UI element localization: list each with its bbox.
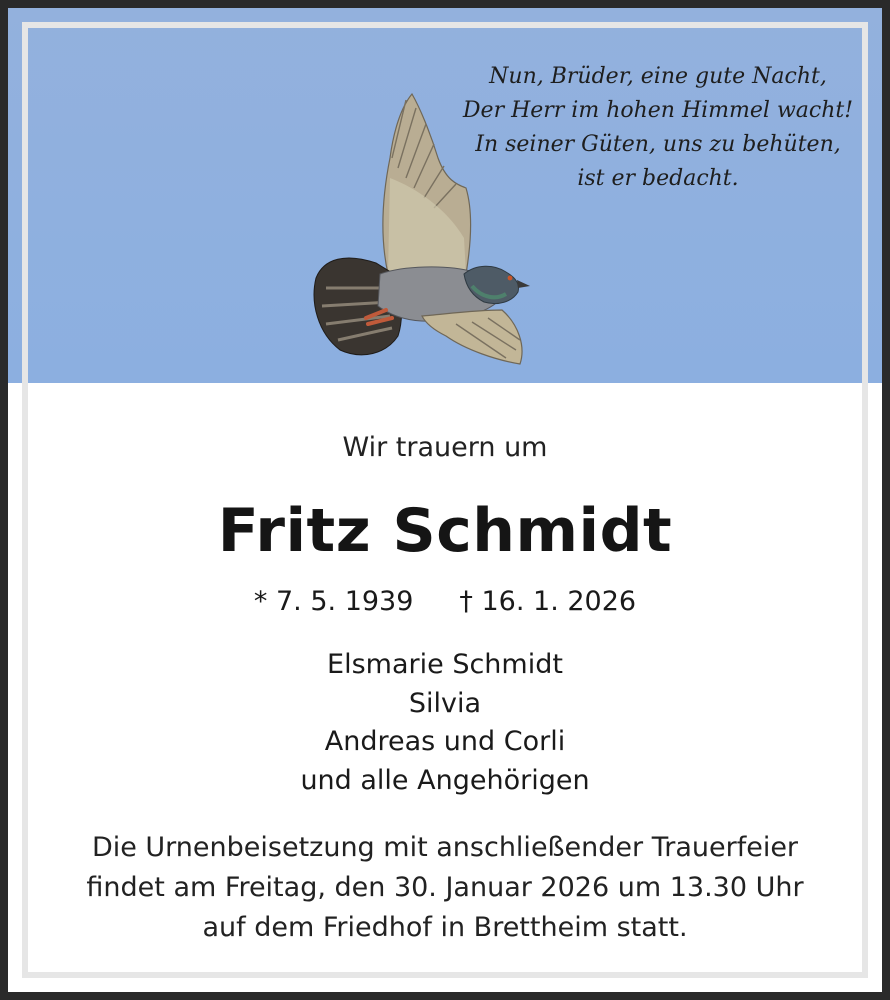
mourner-name: Andreas und Corli: [324, 726, 566, 757]
intro-text: Wir trauern um: [342, 432, 548, 463]
deceased-name: Fritz Schmidt: [217, 496, 673, 566]
verse-line: In seiner Güten, uns zu behüten,: [475, 132, 841, 157]
mourner-name: Elsmarie Schmidt: [327, 649, 563, 680]
mourner-name: und alle Angehörigen: [300, 764, 590, 796]
service-line: auf dem Friedhof in Brettheim statt.: [202, 912, 688, 943]
service-line: Die Urnenbeisetzung mit anschließender Trauerfeier: [91, 832, 799, 863]
birth-date: * 7. 5. 1939: [253, 586, 414, 617]
mourner-name: Silvia: [408, 687, 482, 719]
death-date: † 16. 1. 2026: [459, 586, 637, 617]
verse-line: Der Herr im hohen Himmel wacht!: [462, 98, 854, 123]
verse-line: ist er bedacht.: [577, 166, 739, 191]
verse-line: Nun, Brüder, eine gute Nacht,: [489, 64, 827, 89]
service-line: findet am Freitag, den 30. Januar 2026 um 13.30 Uhr: [86, 872, 804, 903]
inner-frame: [22, 22, 868, 978]
